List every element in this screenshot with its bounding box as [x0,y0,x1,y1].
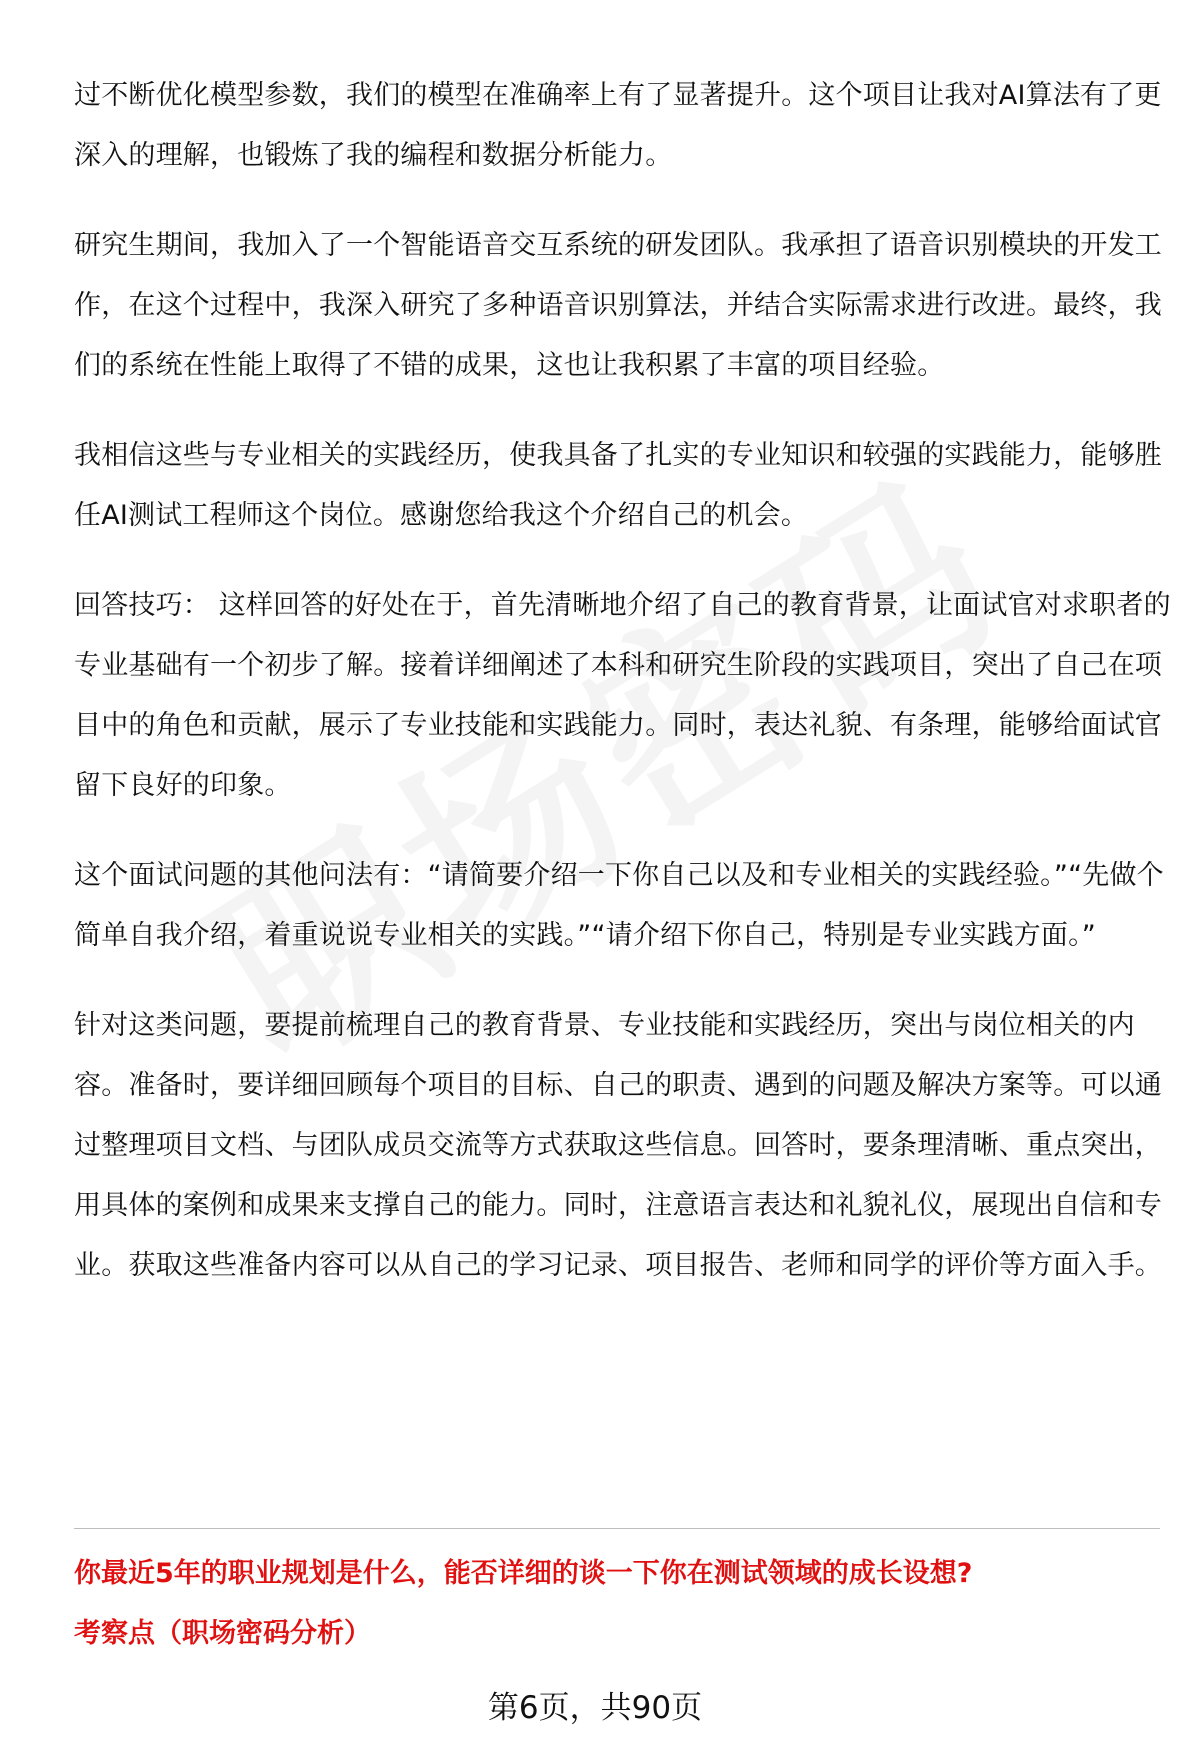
paragraph-preparation-advice: 针对这类问题，要提前梳理自己的教育背景、专业技能和实践经历，突出与岗位相关的内容。准备时，要详细回顾每个项目的目标、自己的职责、遇到的问题及解决方案等。可以通过整理项目文档、与团队成员交流等方式获取这些信息。回答时，要条理清晰、重点突出，用具体的案例和成果来支撑自己的能力。同时，注意语言表达和礼貌礼仪，展现出自信和专业。获取这些准备内容可以从自己的学习记录、项目报告、老师和同学的评价等方面入手。 [74,1010,1162,1281]
answer-body [74,66,1174,1326]
page-number: 第6页，共90页 [487,1690,703,1726]
next-question-title: 你最近5年的职业规划是什么，能否详细的谈一下你在测试领域的成长设想? [74,1558,973,1589]
paragraph-graduate-experience: 研究生期间，我加入了一个智能语音交互系统的研发团队。我承担了语音识别模块的开发工作，在这个过程中，我深入研究了多种语音识别算法，并结合实际需求进行改进。最终，我们的系统在性能上取得了不错的成果，这也让我积累了丰富的项目经验。 [74,230,1162,381]
paragraph-conclusion: 我相信这些与专业相关的实践经历，使我具备了扎实的专业知识和较强的实践能力，能够胜任AI测试工程师这个岗位。感谢您给我这个介绍自己的机会。 [74,440,1162,531]
paragraph-alternative-questions: 这个面试问题的其他问法有：“请简要介绍一下你自己以及和专业相关的实践经验。”“先做个简单自我介绍，着重说说专业相关的实践。”“请介绍下你自己，特别是专业实践方面。” [74,860,1164,951]
section-divider [74,1528,1160,1529]
next-question-subhead: 考察点（职场密码分析） [74,1618,371,1649]
paragraph-answer-tips: 回答技巧： 这样回答的好处在于，首先清晰地介绍了自己的教育背景，让面试官对求职者的专业基础有一个初步了解。接着详细阐述了本科和研究生阶段的实践项目，突出了自己在项目中的角色和贡献，展示了专业技能和实践能力。同时，表达礼貌、有条理，能够给面试官留下良好的印象。 [74,590,1171,801]
paragraph-project-summary: 过不断优化模型参数，我们的模型在准确率上有了显著提升。这个项目让我对AI算法有了更深入的理解，也锻炼了我的编程和数据分析能力。 [74,80,1162,171]
